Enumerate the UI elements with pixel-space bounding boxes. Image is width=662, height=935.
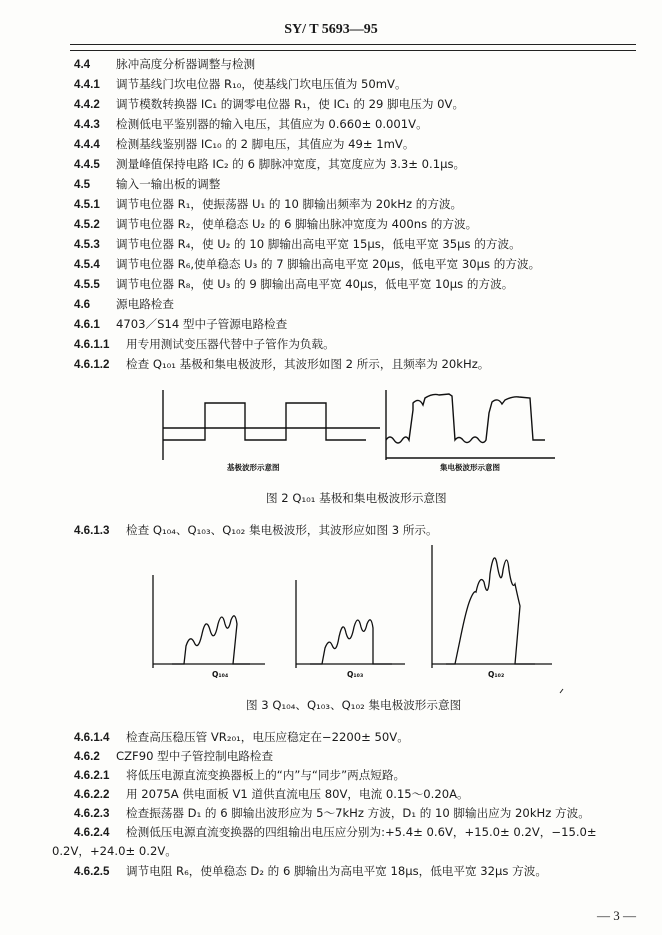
stray-mark bbox=[560, 689, 563, 693]
section-text: 将低压电源直流变换器板上的“内”与“同步”两点短路。 bbox=[126, 768, 406, 782]
figure-3-q103-label: Q₁₀₃ bbox=[347, 670, 364, 679]
section-number: 4.4.3 bbox=[74, 118, 100, 131]
section-number: 4.5.2 bbox=[74, 218, 100, 231]
section-text: 检测低压电源直流变换器的四组输出电压应分别为:+5.4± 0.6V，+15.0± 0.2V，−15.0± bbox=[126, 825, 597, 839]
section-text: 调节模数转换器 IC₁ 的调零电位器 R₁，使 IC₁ 的 29 脚电压为 0V。 bbox=[116, 97, 465, 111]
section-number: 4.6 bbox=[74, 298, 91, 311]
section-number: 4.6.1.2 bbox=[74, 358, 110, 371]
figure-3-q102-label: Q₁₀₂ bbox=[488, 670, 505, 679]
section-text: 检查 Q₁₀₁ 基极和集电极波形，其波形如图 2 所示，且频率为 20kHz。 bbox=[126, 357, 490, 371]
section-text: 用 2075A 供电面板 V1 道供直流电压 80V，电流 0.15～0.20A。 bbox=[126, 787, 469, 801]
section-number: 4.4.5 bbox=[74, 158, 100, 171]
section-number: 4.6.2.5 bbox=[74, 865, 110, 878]
section-text: 检查 Q₁₀₄、Q₁₀₃、Q₁₀₂ 集电极波形，其波形应如图 3 所示。 bbox=[126, 523, 438, 537]
section-number: 4.5 bbox=[74, 178, 91, 191]
figure-3-caption: 图 3 Q₁₀₄、Q₁₀₃、Q₁₀₂ 集电极波形示意图 bbox=[246, 698, 462, 712]
figure-3-q104 bbox=[153, 575, 265, 668]
section-text: 源电路检查 bbox=[116, 297, 174, 311]
section-text: 调节电位器 R₄，使 U₂ 的 10 脚输出高电平宽 15μs，低电平宽 35μs 的方波。 bbox=[116, 237, 521, 251]
section-text: 检查高压稳压管 VR₂₀₁，电压应稳定在−2200± 50V。 bbox=[126, 730, 409, 744]
section-number: 4.6.1.3 bbox=[74, 524, 110, 537]
figure-3-q102 bbox=[432, 545, 552, 668]
section-number: 4.6.2.4 bbox=[74, 826, 110, 839]
section-number: 4.4.4 bbox=[74, 138, 100, 151]
section-text: CZF90 型中子管控制电路检查 bbox=[116, 749, 274, 763]
base-waveform-label: 基极波形示意图 bbox=[227, 463, 280, 472]
section-text: 调节基线门坎电位器 R₁₀，使基线门坎电压值为 50mV。 bbox=[116, 77, 407, 91]
section-number: 4.5.3 bbox=[74, 238, 100, 251]
section-number: 4.6.2.2 bbox=[74, 788, 110, 801]
section-number: 4.6.1.4 bbox=[74, 731, 110, 744]
section-number: 4.6.2.1 bbox=[74, 769, 110, 782]
section-text: 调节电位器 R₂，使单稳态 U₂ 的 6 脚输出脉冲宽度为 400ns 的方波。 bbox=[116, 217, 478, 231]
section-number: 4.4.2 bbox=[74, 98, 100, 111]
section-number: 4.6.1 bbox=[74, 318, 100, 331]
collector-waveform bbox=[386, 390, 555, 460]
section-text: 检查振荡器 D₁ 的 6 脚输出波形应为 5～7kHz 方波，D₁ 的 10 脚输出应为 20kHz 方波。 bbox=[126, 806, 590, 820]
section-text: 测量峰值保持电路 IC₂ 的 6 脚脉冲宽度，其宽度应为 3.3± 0.1μs。 bbox=[116, 157, 466, 171]
section-text: 0.2V，+24.0± 0.2V。 bbox=[52, 844, 177, 858]
section-number: 4.5.4 bbox=[74, 258, 100, 271]
collector-waveform-label: 集电极波形示意图 bbox=[440, 463, 500, 472]
section-text: 调节电位器 R₈，使 U₃ 的 9 脚输出高电平宽 40μs，低电平宽 10μs 的方波。 bbox=[116, 277, 514, 291]
section-number: 4.4 bbox=[74, 58, 91, 71]
section-text: 检测低电平鉴别器的输入电压，其值应为 0.660± 0.001V。 bbox=[116, 117, 428, 131]
section-text: 调节电位器 R₁，使振荡器 U₁ 的 10 脚输出频率为 20kHz 的方波。 bbox=[116, 197, 463, 211]
base-waveform bbox=[163, 390, 380, 460]
section-text: 调节电阻 R₆，使单稳态 D₂ 的 6 脚输出为高电平宽 18μs，低电平宽 32μs 方波。 bbox=[126, 864, 547, 878]
section-number: 4.4.1 bbox=[74, 78, 100, 91]
section-number: 4.5.1 bbox=[74, 198, 100, 211]
figure-2-caption: 图 2 Q₁₀₁ 基极和集电极波形示意图 bbox=[266, 491, 447, 505]
section-text: 调节电位器 R₆,使单稳态 U₃ 的 7 脚输出高电平宽 20μs，低电平宽 30μs 的方波。 bbox=[116, 257, 541, 271]
section-text: 脉冲高度分析器调整与检测 bbox=[116, 57, 256, 71]
page-header: SY/ T 5693—95 bbox=[284, 22, 378, 37]
section-number: 4.6.1.1 bbox=[74, 338, 110, 351]
section-text: 检测基线鉴别器 IC₁₀ 的 2 脚电压，其值应为 49± 1mV。 bbox=[116, 137, 415, 151]
section-text: 输入一输出板的调整 bbox=[116, 177, 221, 191]
section-text: 用专用测试变压器代替中子管作为负载。 bbox=[126, 337, 335, 351]
page-number: — 3 — bbox=[597, 908, 636, 923]
section-number: 4.5.5 bbox=[74, 278, 100, 291]
figure-3-q104-label: Q₁₀₄ bbox=[212, 670, 229, 679]
section-number: 4.6.2 bbox=[74, 750, 100, 763]
figure-3-q103 bbox=[296, 580, 405, 668]
section-text: 4703／S14 型中子管源电路检查 bbox=[116, 317, 288, 331]
section-number: 4.6.2.3 bbox=[74, 807, 110, 820]
